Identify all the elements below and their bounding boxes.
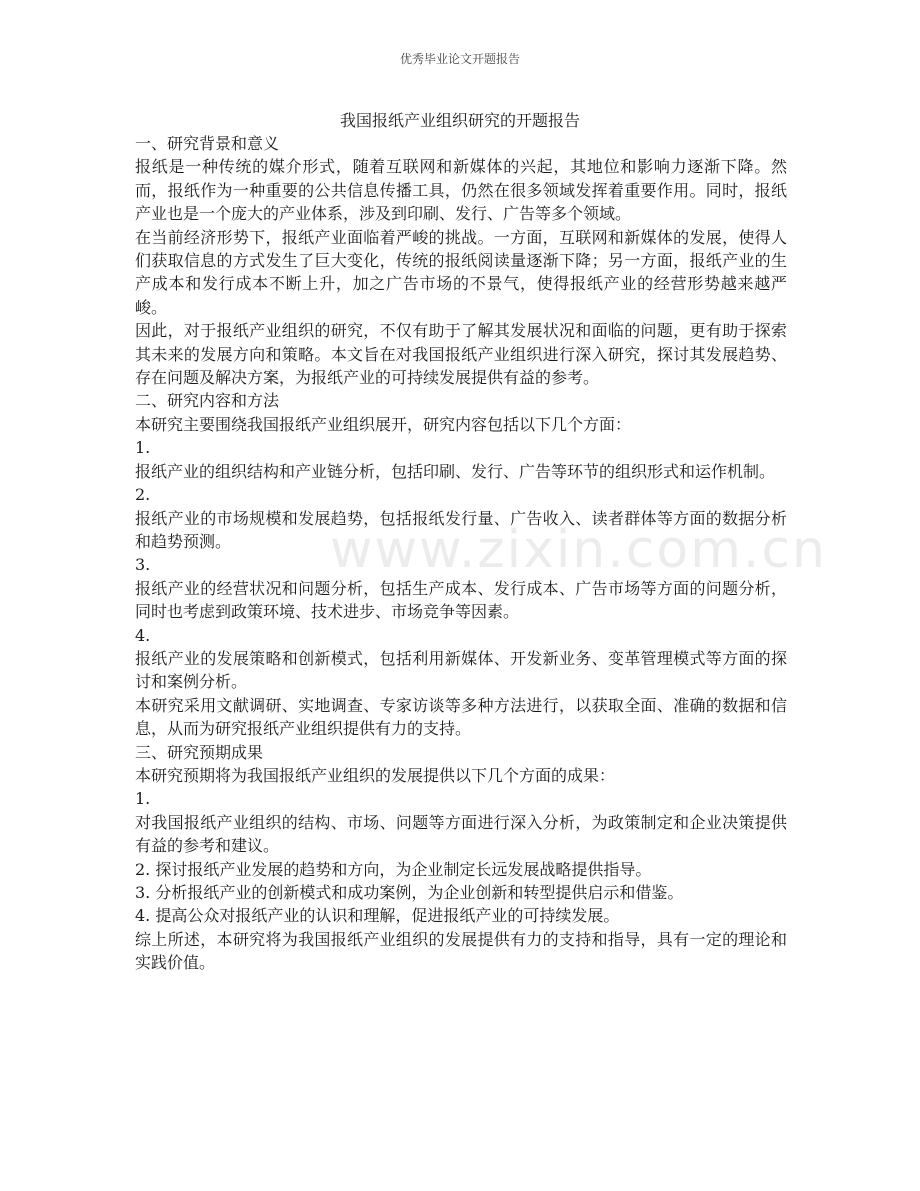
section-2-method: 本研究采用文献调研、实地调查、专家访谈等多种方法进行，以获取全面、准确的数据和信息，从而为研究报纸产业组织提供有力的支持。 bbox=[135, 695, 787, 739]
section-3-intro: 本研究预期将为我国报纸产业组织的发展提供以下几个方面的成果： bbox=[135, 765, 616, 785]
outcome-item: 3. 分析报纸产业的创新模式和成功案例，为企业创新和转型提供启示和借鉴。 bbox=[135, 883, 684, 902]
section-1-paragraph-3: 因此，对于报纸产业组织的研究，不仅有助于了解其发展状况和面临的问题，更有助于探索其未来的发展方向和策略。本文旨在对我国报纸产业组织进行深入研究，探讨其发展趋势、存在问题及解决方案，为报纸产业的可持续发展提供有益的参考。 bbox=[135, 321, 787, 388]
document-title: 我国报纸产业组织研究的开题报告 bbox=[339, 111, 580, 130]
section-2-heading: 二、研究内容和方法 bbox=[135, 391, 280, 411]
watermark: www.zixin.com.cn bbox=[330, 520, 827, 580]
list-item-text: 报纸产业的发展策略和创新模式，包括利用新媒体、开发新业务、变革管理模式等方面的探讨和案例分析。 bbox=[135, 648, 787, 692]
list-item-text: 报纸产业的市场规模和发展趋势，包括报纸发行量、广告收入、读者群体等方面的数据分析和趋势预测。 bbox=[135, 508, 787, 551]
section-2-intro: 本研究主要围绕我国报纸产业组织展开，研究内容包括以下几个方面： bbox=[135, 414, 632, 434]
outcome-item-number: 1. bbox=[135, 789, 151, 809]
list-item-number: 3. bbox=[135, 555, 151, 575]
document-body bbox=[135, 132, 787, 975]
conclusion-paragraph: 综上所述，本研究将为我国报纸产业组织的发展提供有力的支持和指导，具有一定的理论和实践价值。 bbox=[135, 929, 787, 973]
section-1-heading: 一、研究背景和意义 bbox=[135, 134, 280, 153]
section-1-paragraph-1: 报纸是一种传统的媒介形式，随着互联网和新媒体的兴起，其地位和影响力逐渐下降。然而，报纸作为一种重要的公共信息传播工具，仍然在很多领域发挥着重要作用。同时，报纸产业也是一个庞大的产业体系，涉及到印刷、发行、广告等多个领域。 bbox=[135, 157, 787, 224]
section-1-paragraph-2: 在当前经济形势下，报纸产业面临着严峻的挑战。一方面，互联网和新媒体的发展，使得人们获取信息的方式发生了巨大变化，传统的报纸阅读量逐渐下降；另一方面，报纸产业的生产成本和发行成本不断上升，加之广告市场的不景气，使得报纸产业的经营形势越来越严峻。 bbox=[135, 227, 787, 317]
list-item-text: 报纸产业的组织结构和产业链分析，包括印刷、发行、广告等环节的组织形式和运作机制。 bbox=[135, 461, 776, 481]
section-3-heading: 三、研究预期成果 bbox=[135, 742, 264, 762]
list-item-text: 报纸产业的经营状况和问题分析，包括生产成本、发行成本、广告市场等方面的问题分析，同时也考虑到政策环境、技术进步、市场竞争等因素。 bbox=[135, 578, 787, 622]
list-item-number: 4. bbox=[135, 625, 151, 645]
outcome-item: 4. 提高公众对报纸产业的认识和理解，促进报纸产业的可持续发展。 bbox=[135, 906, 620, 926]
list-item-number: 2. bbox=[135, 485, 151, 505]
running-header: 优秀毕业论文开题报告 bbox=[399, 52, 520, 66]
list-item-number: 1. bbox=[135, 438, 151, 458]
outcome-item: 2. 探讨报纸产业发展的趋势和方向，为企业制定长远发展战略提供指导。 bbox=[135, 859, 652, 879]
outcome-item-text: 对我国报纸产业组织的结构、市场、问题等方面进行深入分析，为政策制定和企业决策提供有益的参考和建议。 bbox=[135, 812, 787, 856]
